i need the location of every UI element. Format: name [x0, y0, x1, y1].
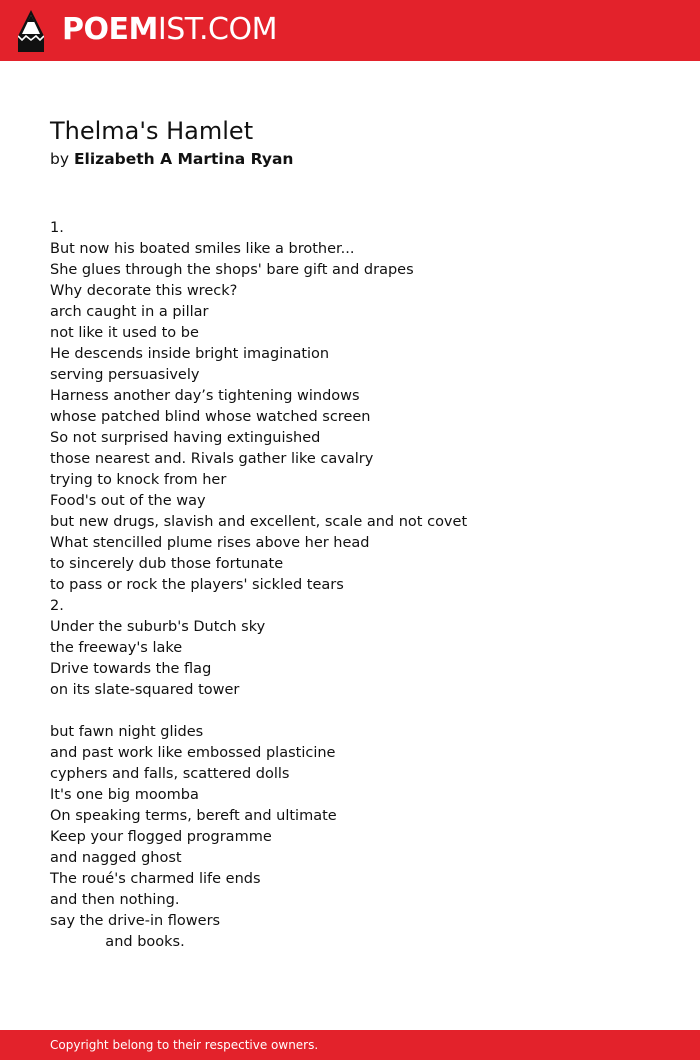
poem-line: 2. — [50, 598, 64, 614]
poem-line: 1. — [50, 220, 64, 236]
poem-line: Keep your flogged programme — [50, 829, 272, 845]
poem-line: Under the suburb's Dutch sky — [50, 619, 266, 635]
logo-text-light: IST.COM — [157, 12, 277, 47]
poem-line: On speaking terms, bereft and ultimate — [50, 808, 337, 824]
poem-line: It's one big moomba — [50, 787, 199, 803]
poem-line: He descends inside bright imagination — [50, 346, 330, 362]
poem-line: and books. — [50, 934, 185, 950]
poem-line: So not surprised having extinguished — [50, 430, 321, 446]
poem-line: serving persuasively — [50, 367, 200, 383]
pencil-logo-icon[interactable] — [18, 10, 44, 52]
poem-line: Drive towards the flag — [50, 661, 212, 677]
poem-line: The roué's charmed life ends — [50, 871, 261, 887]
poem-line: to pass or rock the players' sickled tears — [50, 577, 344, 593]
poem-line: She glues through the shops' bare gift and drapes — [50, 262, 414, 278]
poem-line: the freeway's lake — [50, 640, 183, 656]
poem-line: trying to knock from her — [50, 472, 227, 488]
poem-title: Thelma's Hamlet — [50, 117, 254, 145]
poem-byline — [50, 148, 293, 170]
site-logo[interactable] — [62, 10, 277, 50]
poem-line: whose patched blind whose watched screen — [50, 409, 371, 425]
poem-line: on its slate-squared tower — [50, 682, 240, 698]
poem-line: to sincerely dub those fortunate — [50, 556, 284, 572]
poem-line: and past work like embossed plasticine — [50, 745, 336, 761]
poem-line: those nearest and. Rivals gather like cavalry — [50, 451, 374, 467]
poem-line: Food's out of the way — [50, 493, 206, 509]
poem-line: But now his boated smiles like a brother... — [50, 241, 355, 257]
poem-line: but fawn night glides — [50, 724, 204, 740]
poem-line: Harness another day’s tightening windows — [50, 388, 360, 404]
poem-line: and nagged ghost — [50, 850, 182, 866]
poem-body — [50, 218, 650, 953]
poem-line: Why decorate this wreck? — [50, 283, 238, 299]
poem-line: but new drugs, slavish and excellent, scale and not covet — [50, 514, 468, 530]
poem-line — [50, 701, 650, 722]
poem-line: not like it used to be — [50, 325, 199, 341]
site-header — [0, 0, 700, 61]
by-label: by — [50, 150, 70, 168]
author-name[interactable]: Elizabeth A Martina Ryan — [73, 150, 294, 168]
poem-line: and then nothing. — [50, 892, 180, 908]
site-footer — [0, 1030, 700, 1060]
poem-line: cyphers and falls, scattered dolls — [50, 766, 290, 782]
poem-line: say the drive-in flowers — [50, 913, 221, 929]
poem-line: What stencilled plume rises above her head — [50, 535, 370, 551]
poem-line: arch caught in a pillar — [50, 304, 209, 320]
copyright-text: Copyright belong to their respective owners. — [50, 1038, 319, 1052]
logo-text-bold: POEM — [62, 12, 158, 47]
